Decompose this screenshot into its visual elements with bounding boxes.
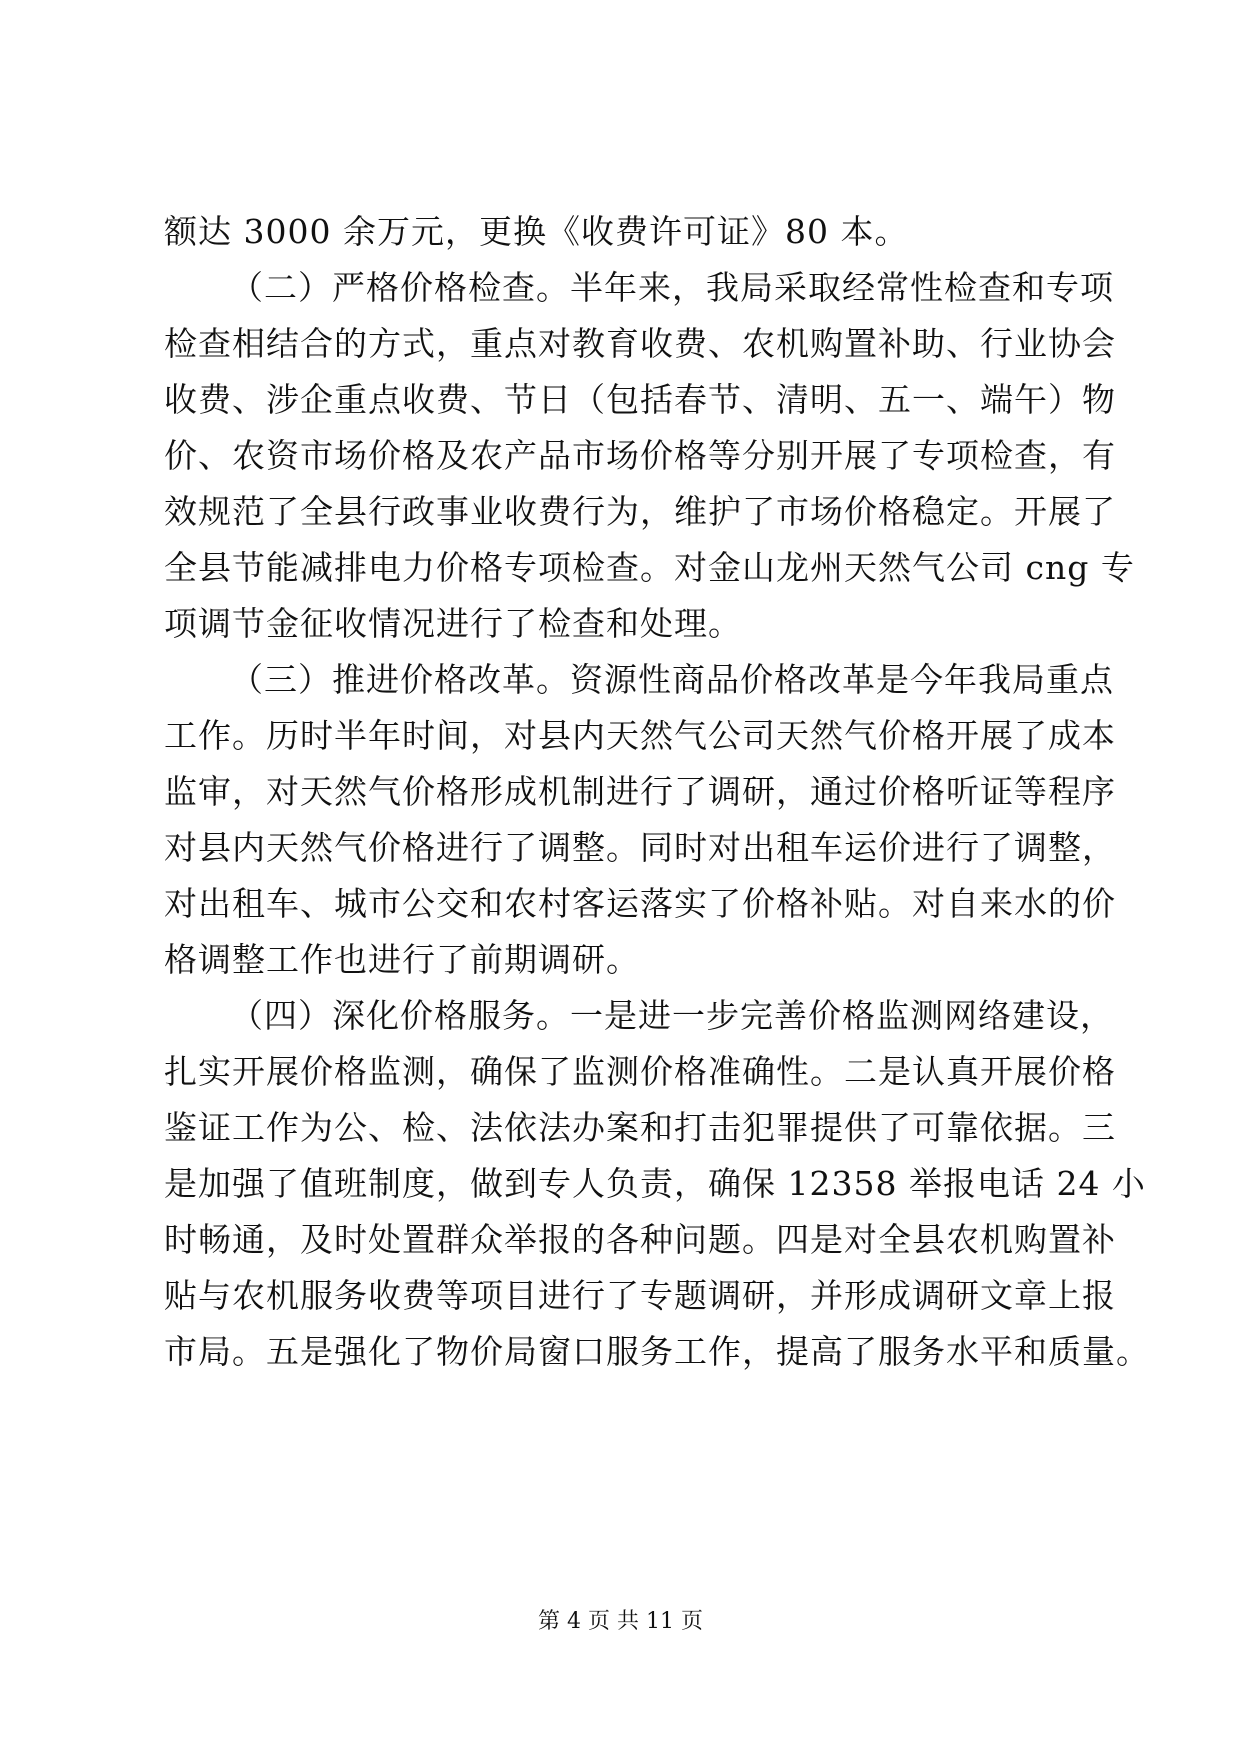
text-line: 鉴证工作为公、检、法依法办案和打击犯罪提供了可靠依据。三 — [164, 1108, 1116, 1147]
text-line: 项调节金征收情况进行了检查和处理。 — [164, 604, 742, 643]
paragraph-heading-line: （三）推进价格改革。资源性商品价格改革是今年我局重点 — [230, 660, 1114, 699]
text-line: 格调整工作也进行了前期调研。 — [164, 940, 640, 979]
text-line: 时畅通，及时处置群众举报的各种问题。四是对全县农机购置补 — [164, 1220, 1116, 1259]
text-line: 收费、涉企重点收费、节日（包括春节、清明、五一、端午）物 — [164, 380, 1116, 419]
text-line: 对县内天然气价格进行了调整。同时对出租车运价进行了调整， — [164, 828, 1116, 867]
text-line: 市局。五是强化了物价局窗口服务工作，提高了服务水平和质量。 — [164, 1332, 1150, 1371]
text-line: 价、农资市场价格及农产品市场价格等分别开展了专项检查，有 — [164, 436, 1116, 475]
text-line: 工作。历时半年时间，对县内天然气公司天然气价格开展了成本 — [164, 716, 1116, 755]
text-line: 贴与农机服务收费等项目进行了专题调研，并形成调研文章上报 — [164, 1276, 1116, 1315]
page-number-footer: 第 4 页 共 11 页 — [538, 1609, 703, 1634]
text-line: 检查相结合的方式，重点对教育收费、农机购置补助、行业协会 — [164, 324, 1116, 363]
text-line: 是加强了值班制度，做到专人负责，确保 12358 举报电话 24 小 — [164, 1164, 1146, 1203]
text-line: 效规范了全县行政事业收费行为，维护了市场价格稳定。开展了 — [164, 492, 1116, 531]
text-line: 全县节能减排电力价格专项检查。对金山龙州天然气公司 cng 专 — [164, 548, 1135, 587]
text-line: 对出租车、城市公交和农村客运落实了价格补贴。对自来水的价 — [164, 884, 1116, 923]
paragraph-heading-line: （四）深化价格服务。一是进一步完善价格监测网络建设， — [230, 996, 1114, 1035]
text-line: 额达 3000 余万元，更换《收费许可证》80 本。 — [164, 212, 909, 251]
paragraph-heading-line: （二）严格价格检查。半年来，我局采取经常性检查和专项 — [230, 268, 1114, 307]
text-line: 监审，对天然气价格形成机制进行了调研，通过价格听证等程序 — [164, 772, 1116, 811]
text-line: 扎实开展价格监测，确保了监测价格准确性。二是认真开展价格 — [164, 1052, 1116, 1091]
